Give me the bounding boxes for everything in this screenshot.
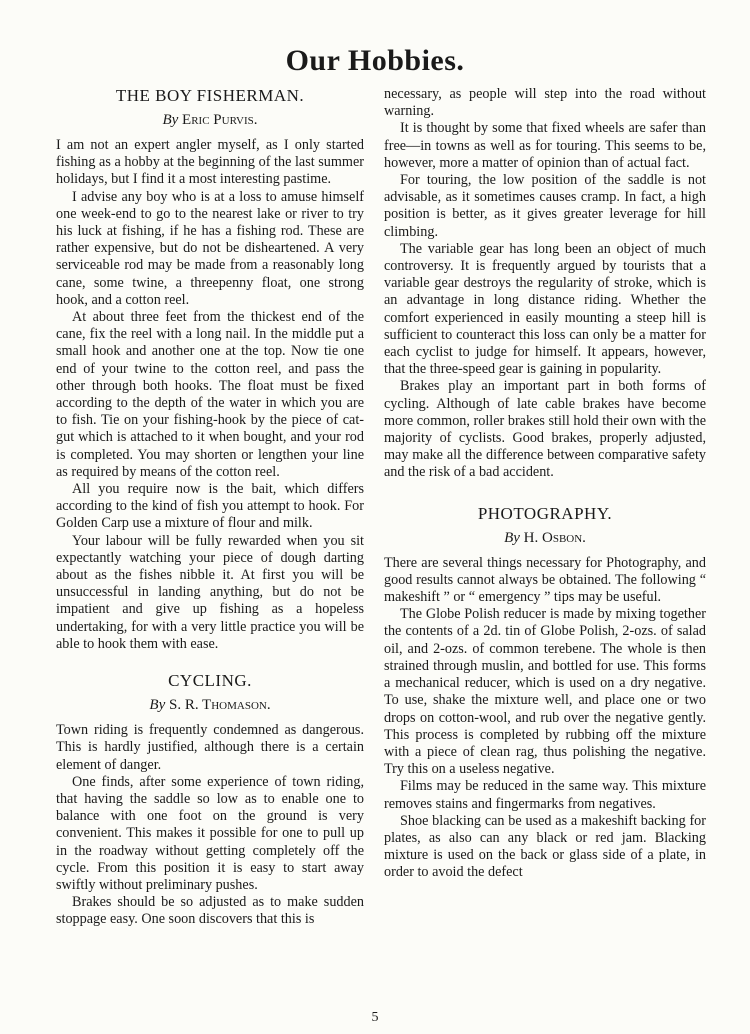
cycling-byline [56, 697, 364, 714]
fisherman-heading: THE BOY FISHERMAN. [115, 86, 305, 105]
photography-paragraph-4: Shoe blacking can be used as a makeshift backing for plates, as also can any black or red jam. Blacking mixture is used on the back or glass side of a plate, in order to avoid the defect [384, 812, 706, 881]
fisherman-byline [56, 112, 364, 129]
page-number: 5 [371, 1010, 379, 1025]
left-column [56, 86, 364, 929]
photography-heading: PHOTOGRAPHY. [477, 503, 613, 523]
fisherman-paragraph-4: All you require now is the bait, which differs according to the kind of fish you attempt to hook. For Golden Carp use a mixture of flour and milk. [56, 481, 364, 532]
page-title: Our Hobbies. [285, 44, 465, 77]
fisherman-author: Eric Purvis. [182, 112, 258, 128]
cycling-by: By [149, 697, 166, 714]
cycling-continued-1: necessary, as people will step into the road without warning. [384, 86, 706, 120]
photography-author: H. Osbon. [523, 529, 586, 546]
cycling-heading: CYCLING. [168, 671, 252, 691]
cycling-continued-5: Brakes play an important part in both forms of cycling. Although of late cable brakes have become more common, roller brakes still hold their own with the majority of cyclists. Good brakes, properly adjusted, may make all the difference between comparative safety and the risk of a bad accident. [384, 378, 706, 481]
cycling-paragraph-1: Town riding is frequently condemned as dangerous. This is hardly justified, although there is a certain element of danger. [56, 722, 364, 773]
photography-paragraph-1: There are several things necessary for Photography, and good results cannot always be obtained. The following “ makeshift ” or “ emergency ” tips may be useful. [384, 554, 706, 606]
right-column [384, 86, 706, 882]
cycling-continued-4: The variable gear has long been an object of much controversy. It is frequently argued by tourists that a variable gear destroys the regularity of stroke, which is an advantage in long distance riding. Whether the comfort experienced in easily mounting a steep hill is sufficient to counteract this loss can only be a matter for each cyclist to judge for himself. It appears, however, that the three-speed gear is gaining in popularity. [384, 240, 706, 378]
photography-by: By [504, 529, 520, 546]
fisherman-paragraph-1: I am not an expert angler myself, as I only started fishing as a hobby at the beginning of the last summer holidays, but I find it a most interesting pastime. [56, 137, 364, 188]
cycling-author: S. R. Thomason. [168, 697, 271, 714]
fisherman-paragraph-5: Your labour will be fully rewarded when you sit expectantly watching your piece of dough darting about as the fishes nibble it. At first you will be unsuccessful in landing anything, but do not be impatient and give up fishing as a hopeless undertaking, for with a very little practice you will be able to hook them with ease. [56, 532, 364, 652]
fisherman-by: By [162, 112, 179, 128]
cycling-paragraph-3: Brakes should be so adjusted as to make sudden stoppage easy. One soon discovers that this is [56, 894, 364, 928]
photography-byline [384, 530, 706, 547]
fisherman-paragraph-2: I advise any boy who is at a loss to amuse himself one week-end to go to the nearest lake or river to try his luck at fishing, if he has a fishing rod. These are rather expensive, but do not be disheartened. A very serviceable rod may be made from a reasonably long cane, some twine, a threepenny float, one strong hook, and a cotton reel. [56, 188, 364, 308]
cycling-continued-3: For touring, the low position of the saddle is not advisable, as it sometimes causes cramp. In fact, a high position is better, as it gives greater leverage for hill climbing. [384, 172, 706, 240]
photography-paragraph-3: Films may be reduced in the same way. This mixture removes stains and fingermarks from negatives. [384, 778, 706, 812]
photography-paragraph-2: The Globe Polish reducer is made by mixing together the contents of a 2d. tin of Globe Polish, 2-ozs. of salad oil, and 2-ozs. of common terebene. The whole is then strained through muslin, and bottled for use. This forms a mechanical reducer, which is used on a dry negative. To use, shake the mixture well, and place one or two drops on cotton-wool, and rub over the negative gently. This process is completed by rubbing off the mixture with a piece of clean rag, thus polishing the negative. Try this on a useless negative. [384, 606, 706, 778]
fisherman-paragraph-3: At about three feet from the thickest end of the cane, fix the reel with a long nail. In the middle put a small hook and another one at the top. Now tie one end of your twine to the cotton reel, and pass the other through both hooks. The float must be fixed according to the depth of the water in which you are to fish. Tie on your fishing-hook by the piece of cat-gut which is attached to it when bought, and your rod is completed. You may shorten or lengthen your line as required by means of the cotton reel. [56, 309, 364, 480]
cycling-continued-2: It is thought by some that fixed wheels are safer than free—in towns as well as for touring. This seems to be, however, more a matter of opinion than of actual fact. [384, 120, 706, 171]
cycling-paragraph-2: One finds, after some experience of town riding, that having the saddle so low as to enable one to balance with one foot on the ground is very convenient. This makes it possible for one to pull up in the roadway without getting completely off the cycle. From this position it is easy to start away swiftly without preliminary pushes. [56, 773, 364, 893]
